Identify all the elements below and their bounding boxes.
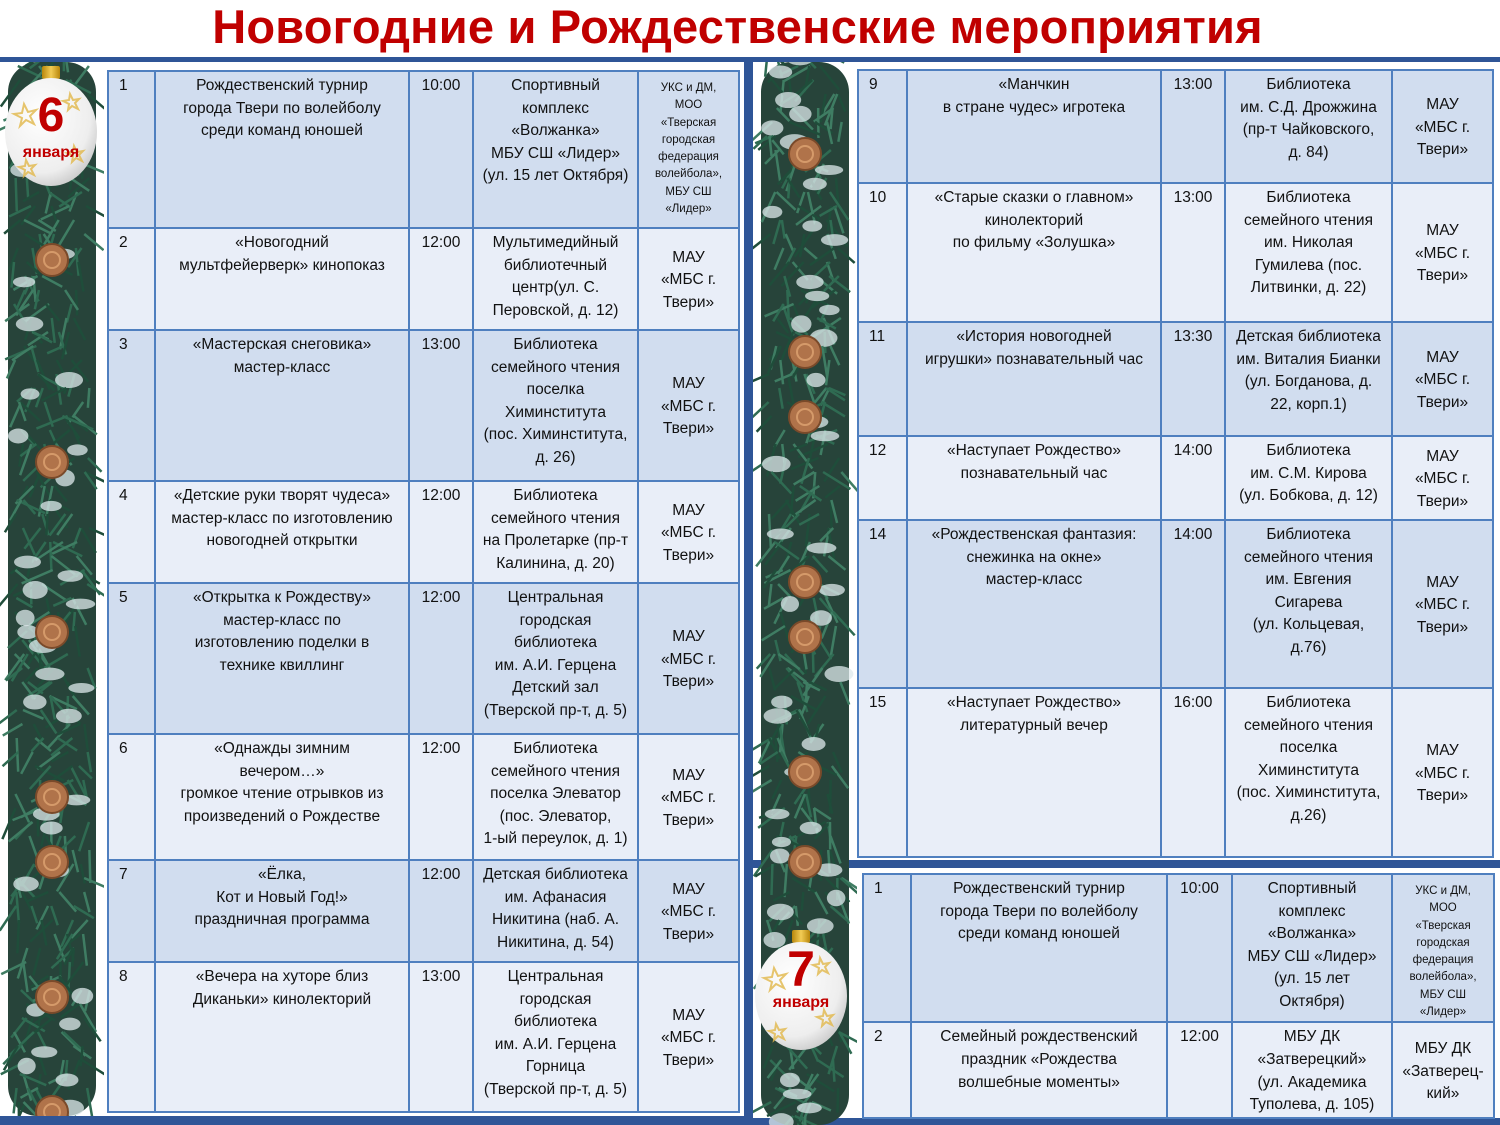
event-organizer: МАУ «МБС г. Твери» [638,330,739,481]
table-row [108,860,739,962]
table-row [858,436,1493,520]
event-number: 1 [108,71,155,228]
event-title: «Детские руки творят чудеса» мастер-класс по изготовлению новогодней открытки [155,481,409,583]
event-time: 10:00 [1167,874,1232,1022]
event-organizer: УКС и ДМ, МОО «Тверская городская федерация волейбола», МБУ СШ «Лидер» [1392,874,1494,1022]
event-time: 12:00 [1167,1022,1232,1118]
event-title: «Ёлка, Кот и Новый Год!» праздничная программа [155,860,409,962]
event-time: 13:00 [1161,70,1225,183]
event-number: 2 [108,228,155,330]
event-venue: Библиотека семейного чтения им. Николая Гумилева (пос. Литвинки, д. 22) [1225,183,1392,322]
event-number: 9 [858,70,907,183]
event-title: «Манчкин в стране чудес» игротека [907,70,1161,183]
event-time: 12:00 [409,860,473,962]
table-row [108,71,739,228]
event-organizer: МАУ «МБС г. Твери» [638,734,739,860]
event-organizer: МАУ «МБС г. Твери» [1392,436,1493,520]
event-organizer: УКС и ДМ, МОО «Тверская городская федерация волейбола», МБУ СШ «Лидер» [638,71,739,228]
event-venue: Библиотека им. С.М. Кирова (ул. Бобкова, д. 12) [1225,436,1392,520]
table-row [108,481,739,583]
event-time: 12:00 [409,228,473,330]
table-row [108,330,739,481]
event-number: 15 [858,688,907,857]
events-table-7-january [862,873,1495,1119]
ornament-6-january [4,64,98,190]
event-venue: Библиотека им. С.Д. Дрожжина (пр-т Чайковского, д. 84) [1225,70,1392,183]
events-table-6-january [107,70,740,1113]
event-venue: Спортивный комплекс «Волжанка» МБУ СШ «Лидер» (ул. 15 лет Октября) [1232,874,1392,1022]
event-venue: Мультимедийный библиотечный центр(ул. С. Перовской, д. 12) [473,228,638,330]
event-time: 13:00 [409,330,473,481]
event-title: Рождественский турнир города Твери по волейболу среди команд юношей [155,71,409,228]
right-mid-divider [753,860,1500,868]
event-venue: Библиотека семейного чтения на Пролетарке (пр-т Калинина, д. 20) [473,481,638,583]
event-time: 12:00 [409,734,473,860]
event-title: «Новогодний мультфейерверк» кинопоказ [155,228,409,330]
table-row [858,183,1493,322]
event-title: «Вечера на хуторе близ Диканьки» кинолекторий [155,962,409,1112]
event-organizer: МАУ «МБС г. Твери» [638,583,739,734]
event-title: «Рождественская фантазия: снежинка на окне» мастер-класс [907,520,1161,688]
event-venue: Центральная городская библиотека им. А.И. Герцена Детский зал (Тверской пр-т, д. 5) [473,583,638,734]
ornament-month: января [22,144,80,161]
event-number: 14 [858,520,907,688]
event-organizer: МАУ «МБС г. Твери» [1392,322,1493,436]
event-title: «История новогодней игрушки» познавательный час [907,322,1161,436]
event-number: 5 [108,583,155,734]
event-time: 10:00 [409,71,473,228]
event-number: 11 [858,322,907,436]
event-title: «Однажды зимним вечером…» громкое чтение отрывков из произведений о Рождестве [155,734,409,860]
event-title: «Открытка к Рождеству» мастер-класс по изготовлению поделки в технике квиллинг [155,583,409,734]
event-organizer: МАУ «МБС г. Твери» [638,481,739,583]
event-venue: Библиотека семейного чтения поселка Химинститута (пос. Химинститута, д.26) [1225,688,1392,857]
event-title: «Мастерская снеговика» мастер-класс [155,330,409,481]
event-organizer: МАУ «МБС г. Твери» [1392,183,1493,322]
event-time: 12:00 [409,481,473,583]
table-row [858,322,1493,436]
table-row [108,583,739,734]
event-organizer: МАУ «МБС г. Твери» [638,228,739,330]
table-row [858,688,1493,857]
event-venue: Библиотека семейного чтения им. Евгения Сигарева (ул. Кольцевая, д.76) [1225,520,1392,688]
ornament-day-number: 6 [37,89,65,142]
event-number: 3 [108,330,155,481]
event-number: 6 [108,734,155,860]
center-divider [744,57,753,1125]
page-title: Новогодние и Рождественские мероприятия [212,0,1263,53]
event-organizer: МАУ «МБС г. Твери» [1392,520,1493,688]
event-venue: Библиотека семейного чтения поселка Элеватор (пос. Элеватор, 1-ый переулок, д. 1) [473,734,638,860]
ornament-month: января [772,994,830,1011]
event-number: 12 [858,436,907,520]
left-bottom-border [0,1116,753,1125]
table-row [863,874,1494,1022]
table-row [858,70,1493,183]
event-time: 13:00 [1161,183,1225,322]
event-venue: МБУ ДК «Затверецкий» (ул. Академика Туполева, д. 105) [1232,1022,1392,1118]
event-number: 7 [108,860,155,962]
event-organizer: МАУ «МБС г. Твери» [638,962,739,1112]
event-time: 16:00 [1161,688,1225,857]
event-venue: Детская библиотека им. Виталия Бианки (ул. Богданова, д. 22, корп.1) [1225,322,1392,436]
event-number: 2 [863,1022,911,1118]
table-row [863,1022,1494,1118]
event-title: «Наступает Рождество» литературный вечер [907,688,1161,857]
events-table-6-january-continued [857,69,1494,858]
event-title: Рождественский турнир города Твери по волейболу среди команд юношей [911,874,1167,1022]
event-title: «Наступает Рождество» познавательный час [907,436,1161,520]
event-organizer: МБУ ДК «Затверец- кий» [1392,1022,1494,1118]
event-number: 8 [108,962,155,1112]
event-time: 14:00 [1161,520,1225,688]
garland-left [0,62,104,1116]
event-number: 10 [858,183,907,322]
event-venue: Центральная городская библиотека им. А.И. Герцена Горница (Тверской пр-т, д. 5) [473,962,638,1112]
event-number: 4 [108,481,155,583]
event-title: Семейный рождественский праздник «Рождества волшебные моменты» [911,1022,1167,1118]
event-time: 13:00 [409,962,473,1112]
table-row [108,734,739,860]
table-row [108,228,739,330]
table-row [108,962,739,1112]
event-venue: Детская библиотека им. Афанасия Никитина (наб. А. Никитина, д. 54) [473,860,638,962]
event-organizer: МАУ «МБС г. Твери» [1392,70,1493,183]
ornament-day-number: 7 [787,941,815,997]
event-time: 12:00 [409,583,473,734]
event-time: 13:30 [1161,322,1225,436]
table-row [858,520,1493,688]
event-time: 14:00 [1161,436,1225,520]
event-number: 1 [863,874,911,1022]
event-venue: Спортивный комплекс «Волжанка» МБУ СШ «Лидер» (ул. 15 лет Октября) [473,71,638,228]
event-venue: Библиотека семейного чтения поселка Химинститута (пос. Химинститута, д. 26) [473,330,638,481]
fir-garland-icon [0,62,104,1116]
event-organizer: МАУ «МБС г. Твери» [1392,688,1493,857]
event-title: «Старые сказки о главном» кинолекторий по фильму «Золушка» [907,183,1161,322]
event-organizer: МАУ «МБС г. Твери» [638,860,739,962]
ornament-7-january [754,928,848,1054]
